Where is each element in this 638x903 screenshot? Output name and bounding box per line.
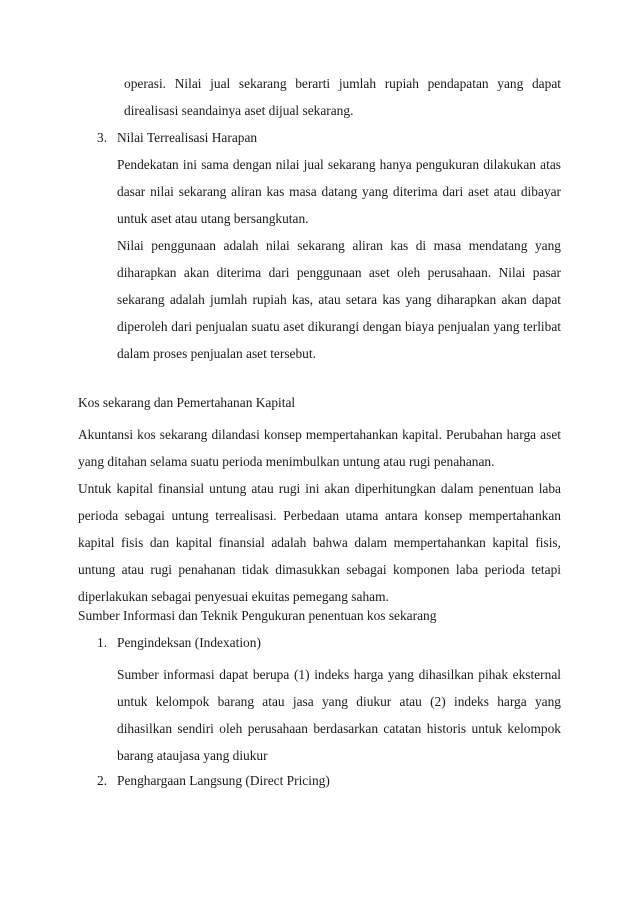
paragraph-item3-first: Pendekatan ini sama dengan nilai jual sekarang hanya pengukuran dilakukan atas dasar nilai sekarang aliran kas masa datang yang diterima dari aset atau dibayar untuk aset atau utang bersangkutan. — [117, 157, 561, 226]
paragraph-item3-second: Nilai penggunaan adalah nilai sekarang aliran kas di masa mendatang yang diharapkan akan diterima dari penggunaan aset oleh perusahaan. Nilai pasar sekarang adalah jumlah rupiah kas, atau setara kas yang diharapkan akan dapat diperoleh dari penjualan suatu aset dikurangi dengan biaya penjualan yang terlibat dalam proses penjualan aset tersebut. — [117, 238, 561, 361]
list-number: 1. — [97, 635, 108, 650]
list-title: Nilai Terrealisasi Harapan — [117, 130, 258, 145]
list-title: Penghargaan Langsung (Direct Pricing) — [117, 773, 330, 788]
paragraph-item1: Sumber informasi dapat berupa (1) indeks harga yang dihasilkan pihak eksternal untuk kelompok barang atau jasa yang diukur atau (2) indeks harga yang dihasilkan sendiri oleh perusahaan berdasarkan catatan historis untuk kelompok barang ataujasa yang diukur — [117, 667, 561, 763]
list-number: 2. — [97, 773, 108, 788]
paragraph-kos-second: Untuk kapital finansial untung atau rugi ini akan diperhitungkan dalam penentuan laba perioda sebagai untung terrealisasi. Perbedaan utama antara konsep mempertahankan kapital fisis dan kapital finansial adalah bahwa dalam mempertahankan kapital fisis, untung atau rugi penahanan tidak dimasukkan sebagai komponen laba perioda tetapi diperlakukan sebagai penyesuai ekuitas pemegang saham. — [78, 481, 561, 604]
section-heading-kos: Kos sekarang dan Pemertahanan Kapital — [78, 395, 296, 410]
list-title: Pengindeksan (Indexation) — [117, 635, 261, 650]
paragraph-continuation: operasi. Nilai jual sekarang berarti jumlah rupiah pendapatan yang dapat direalisasi seandainya aset dijual sekarang. — [124, 76, 561, 118]
paragraph-kos-first: Akuntansi kos sekarang dilandasi konsep mempertahankan kapital. Perubahan harga aset yang ditahan selama suatu perioda menimbulkan untung atau rugi penahanan. — [78, 427, 561, 469]
section-heading-sumber: Sumber Informasi dan Teknik Pengukuran penentuan kos sekarang — [78, 608, 437, 623]
list-number: 3. — [97, 130, 108, 145]
